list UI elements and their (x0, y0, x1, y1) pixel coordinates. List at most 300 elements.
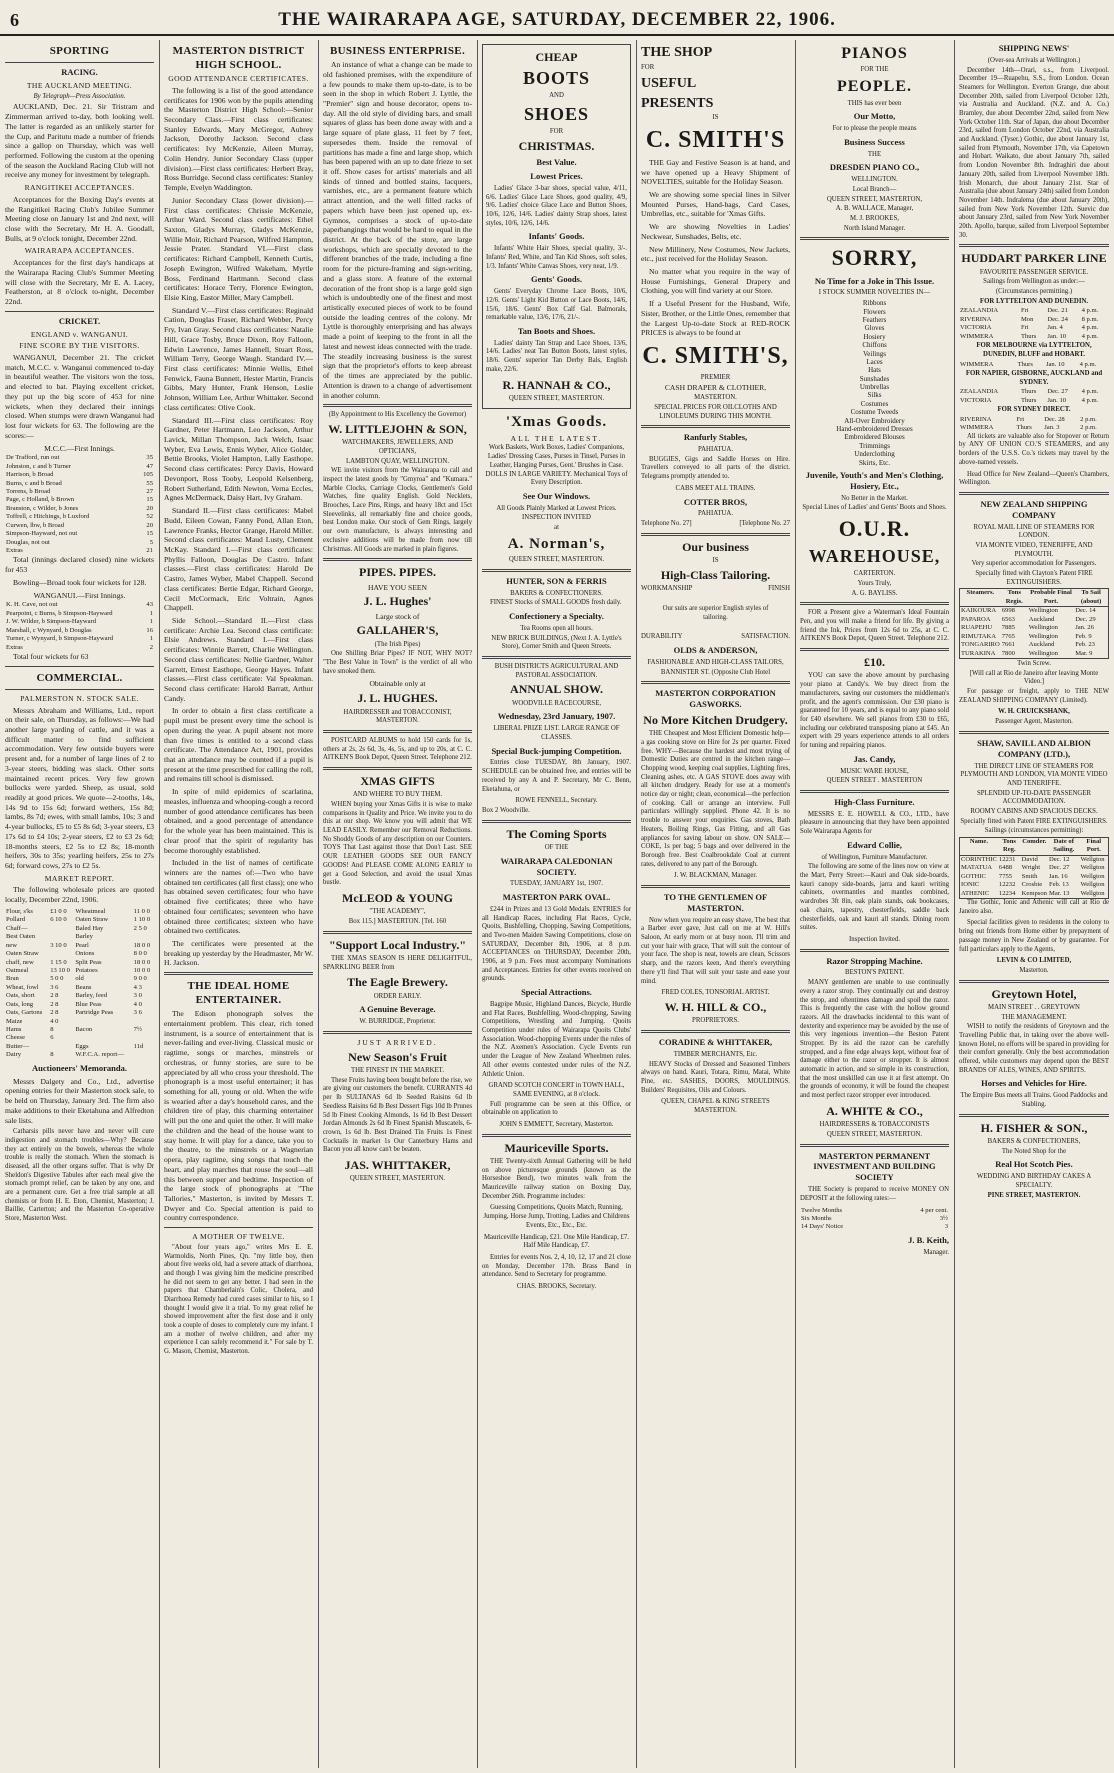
ad-line: Obtainable only at (369, 679, 426, 689)
match-heading: ENGLAND v. WANGANUI. (30, 329, 129, 339)
table-cell: Jan. 4 (1047, 324, 1063, 332)
article-text: The following is a list of the good attendance certificates for 1906 won by the pupils attending the Masterton District High School:—Senior Secondary Class.—First class certificates: Stanley Edwards, Mary McGregor, Aubrey Jackson, Dorothy Jackson. Second class certificates: Ivy McKenzie, Aileen Murray, Colin Hendry. Junior Secondary Class (upper division).—First class certificates: Herbert Bray, Ross Burridge. Second class certificates: Stanley Temple, Evelyn Waddington. (164, 85, 313, 193)
table-cell: CORINTHIC (961, 855, 997, 863)
table-cell: Dec. 12 (1048, 855, 1070, 863)
table-cell: 8 0 0 (133, 950, 147, 958)
building-society-advert (800, 1151, 949, 1258)
cricket-heading: CRICKET. (58, 315, 101, 326)
table-cell: Wheatmeal (75, 907, 106, 915)
column-sporting (0, 40, 159, 1768)
table-cell: Thurs (1020, 332, 1037, 340)
caledonian-advert (482, 827, 631, 1130)
table-cell: 9 0 0 (133, 975, 147, 983)
ad-line: QUEEN STREET, MASTERTON. (508, 394, 605, 402)
section-heading: SHIPPING NEWS' (998, 43, 1070, 53)
ad-title: HUDDART PARKER LINE (961, 251, 1107, 266)
list-item: Flowers (863, 307, 886, 316)
table-header-cell: Comder. (1021, 838, 1048, 856)
table-row (5, 942, 154, 950)
table-cell: Pearpoint, c Burns, b Simpson-Hayward (6, 609, 113, 617)
table-cell: IONIC (961, 881, 980, 889)
table-cell: 6 10 0 (50, 916, 67, 924)
table-cell (49, 933, 74, 941)
table-cell: 20 (146, 504, 153, 512)
smith-advert (641, 44, 790, 421)
ad-line: Tea Rooms open all hours. (520, 624, 593, 632)
ad-text: Full programme can be seen at this Office, or obtainable on application to (482, 1100, 631, 1117)
table-cell: Torrens, b Broad (6, 487, 51, 495)
table-cell: 52 (146, 513, 153, 521)
article-text: Side School.—Standard II.—First class certificate: Archie Lea. Second class certificate: Elsie Andrews. Standard I.—First class certificates: Winnie Barrett, Charlie Wellington. Second class certificates: Nellie Gardner, Walter Garrett, Ernest Easthope, George Hayes. Infant classes.—First class certificate: Val Speakman. Second class certificate: Harold Barratt, Arthur Candy. (164, 615, 313, 703)
ad-title: Our business (682, 539, 749, 554)
table-cell: 11d (133, 1042, 144, 1050)
ad-line: W. H. CRUICKSHANK, (998, 708, 1070, 716)
table-cell: 43 (146, 601, 153, 609)
ad-line: For to please the people means (832, 125, 917, 133)
ad-line: SPECIAL PRICES FOR OILCLOTHS AND LINOLEUMS DURING THIS MONTH. (654, 403, 777, 420)
article-text: Messrs Abraham and Williams, Ltd., report on their sale, on Thursday, as follows:—We had another large yarding of cattle, and it was a difficult matter to find sufficient accommodation. Very few outside buyers were present and, for a number of large lines of 2 to 3-year steers, bidding was slack. Other sorts maintained recent prices. Very few grown bullocks were yarded. Sheep, as usual, sold readily at good prices. We quote—2-tooths, 14s, 14s 9d to 15s 6d; forward wethers, 15s 8d; lambs, 8s 7d; ewes, with small lambs, 10s; 3 and 4-year bullocks, £5 to £5 8s 6d; 3-year steers, £3 17s 6d to £4 10s; 2-year steers, £2 to £3 2s 6d; 18-months steers, £2 5s to £2 8s; 18-month heifers, 30s to 35s; yearling heifers, 25s to 27s 6d; forward cows, 27s to £2 5s. (5, 705, 154, 870)
ad-line: Specially fitted with Clayton's Patent FIRE EXTINGUISHERS. (975, 570, 1093, 586)
table-cell: 1 15 0 (50, 958, 67, 966)
table-row (5, 644, 154, 652)
table-cell: KAIKOURA (961, 607, 997, 615)
list-item: Costumes (860, 399, 889, 408)
ad-text: WE invite visitors from the Wairarapa to call and inspect the latest goods by "Gmyroa" and "Kumara." Marble Clocks, Carriage Clocks, Gentlemen's Gold Watches, fine quality English. Gold Necklets, Brooches, Lace Pins, Rings, and heavy 18ct and 15ct Sleevelinks, all remarkably fine and choice goods, best London make. Our stock of Gem Rings, largely our own manufacture, is always interesting and exclusive additions will be made from now till Christmas. All Goods are marked in plain figures. (323, 467, 472, 553)
table-cell: 18 0 0 (133, 941, 151, 949)
table-cell: 8 p.m. (1081, 315, 1099, 323)
table-row (5, 959, 154, 967)
table-row (960, 864, 1109, 872)
ad-title: DRESDEN PIANO CO., (829, 162, 920, 173)
ad-title: High-Class Furniture. (834, 796, 915, 807)
table-cell: Oaten Straw (6, 950, 39, 958)
table-cell: WIMMERA (960, 424, 994, 432)
ad-line: I STOCK SUMMER NOVELTIES IN— (818, 289, 931, 297)
table-cell: Wright (1021, 864, 1041, 872)
ad-line: MAIN STREET . . GREYTOWN (988, 1003, 1080, 1011)
ad-line: LEVIN & CO LIMITED, (996, 957, 1072, 965)
ad-title: A. WHITE & CO., (826, 1103, 923, 1118)
auckland-heading: THE AUCKLAND MEETING. (26, 80, 133, 90)
table-cell: 8 (50, 1026, 54, 1033)
table-cell: Oats, long (6, 1000, 34, 1008)
table-cell: Barley, feed (75, 992, 108, 1000)
article-text: December 14th—Orari, s.s., from Liverpool. December 19—Ruapehu, S.S., from London. Ocean Steamers for Wellington. Everton Grange, due about December 20th, sailed from Liverpool October 12th, via Australia and Auckland. (N.Z. and A. Co.) Bramley, due about December 22nd, sailed from New York October 11th. Star of Japan, due about December 23rd, sailed from London October 22nd, via Australia and Auckland. (Tyser.) Gothic, due about January 1st, sailed from Plymouth, November 17th, via Capetown and Hobart. Waikato, due about January 7th, sailed from London November 8th. Indraghiri due about January 20th, sailed from Liverpool November 18th. Irish Monarch, due about January 21st. Star of Australia (due about January 24th) sailed from London November 14th. Indralema (due about January 20th), sailed from New York November 12th. Suevic due about January 23rd, sailed from New York November 20th. Apollo, barque, sailed from Liverpool September 30. (959, 66, 1109, 239)
table-cell: Smith (1021, 872, 1038, 880)
article-text: Junior Secondary Class (lower division).—First class certificates: Chrissie McKenzie, Arthur Ward. Second class certificates: Ethel Saxton, Gladys Murray, Gladys McKenzie, Willie Moir, Richard Pearson, Wilfred Hampton, Jessie Prater. Standard VI.—First class certificates: Richard Campbell, Kenneth Curtis, Joseph Ewington, Wilfred Wakeham, Myrtle Boss, Ferdinand Hartmann. Second class certificates: Horace Terry, Florence Ewington, Elsie King, Eastor Miller, Mary Campbell. (164, 195, 313, 302)
table-cell: Maize (6, 1017, 23, 1025)
list-item: Hosiery (863, 332, 886, 341)
table-cell: Johnston, c and b Turner (6, 462, 72, 470)
article-text: An instance of what a change can be made to old fashioned premises, with the expenditure of a few pounds to make them up-to-date, is to be seen in the shop in which Robert J. Lyttle, the "Premier" sign and house decorator, opens to-day. All the old style of dividing bars, and small squares of glass has been done away with and a large square of plate glass, 11 feet by 7 feet, supersedes them. Inside the removal of partitions has made a fine and large shop, which has been papered with an up to date frieze to set it off. Show cases for artists' materials and all kinds of tinned and bottled stains, lacquers, varnishes, etc., are a permanent feature which attract attention, and the well filled racks of papers which have been just opened up, ex-Gymnos, comprises a stock of up-to-date paperhangings that would be hard to equal in the district. At the back of the store, are large workshops, which are specially devoted to the different branches of the trade, including a fine room for the picture-framing and sign-writing, and a glass store. A feature of the external decoration of the front shop is a large gold sign which is undoubtedly one of the finest and most artistically executed pieces of work to be found outside the leading centres of the colony. Mr Lyttle is thoroughly enterprising and has always made a point of keeping to the front in all the latest and newest ideas connected with the trade. The steadily increasing business is the surest sign that the proprietor's efforts to keep abreast of the times are appreciated by the public. Attention is drawn to a change of advertisement in another column. (323, 60, 472, 400)
ad-text: Head Office for New Zealand—Queen's Chambers, Wellington. (959, 470, 1109, 487)
table-cell: Fri (1020, 324, 1029, 332)
ad-line: Specially fitted with Patent FIRE EXTINGUISHERS. (960, 817, 1108, 825)
ad-line: QUEEN STREET, MASTERTON. (508, 556, 605, 564)
table-cell: Marshall, c Wynyard, b Douglas (6, 626, 92, 634)
table-cell (133, 1051, 154, 1059)
ad-text: We are showing some special lines in Silver Mounted Purses, Hand-bags, Card Cases, Umbrellas, etc., suitable for 'Xmas Gifts. (641, 189, 790, 219)
ad-line: Sailings (circumstances permitting): (984, 827, 1084, 835)
ad-line: QUEEN STREET, MASTERTON, (826, 195, 923, 203)
razor-advert (800, 956, 949, 1140)
ad-line: PAHIATUA. (697, 446, 734, 454)
table-cell: Curwen, lbw, b Broad (6, 521, 64, 529)
table-row (5, 1026, 154, 1034)
ad-title: C. SMITH'S (645, 127, 786, 154)
ad-title: ANNUAL SHOW. (510, 682, 603, 697)
article-subtitle: GOOD ATTENDANCE CERTIFICATES. (168, 74, 309, 84)
article-text: "About four years ago," writes Mrs E. E. Warmoldis, North Pines, Qn. "my little boy, then about five weeks old, had a severe attack of diarrhoea, and though I was giving him the medicine prescribed he did not seem to get any better. I had seen in the papers that Chamberlain's Colic, Cholera, and Diarrhoea Remedy had cured cases similar to his, so I thought I would give it a trial. To my great relief he showed improvement after the first dose and it only took a couple of doses to completely cure my infant. I am a mother of twelve children, and after my experience I can safely recommend it." For sale by T. G. Mason, Chemist, Masterton. (164, 1243, 313, 1356)
table-cell: 18 0 0 (133, 958, 151, 966)
ad-text: Now when you require an easy shave, The best that a Barber ever gave, Just call on me at W. Hill's Saloon, At early morn or at busy noon. I'll trim and cut your hair with grace, That will suit the contour of your face. The shop is neat, towels are clean, Scissors sharp, and the razors keen, And there's everything there y'll find That will suit your taste and ease your mind. (641, 916, 790, 985)
ad-line: WATCHMAKERS, JEWELLERS, AND OPTICIANS, (341, 439, 454, 455)
nzsc-advert (959, 499, 1109, 727)
table-cell: Burns, c and b Broad (6, 479, 62, 487)
table-cell: Twelve Months (801, 1206, 843, 1214)
ad-text: Guessing Competitions, Quoits Match, Running, Jumping, Horse Jump, Trotting, Ladies and Childrens Events, Etc., Etc., Etc. (483, 1204, 630, 1229)
ad-text: Work Baskets, Work Boxes, Ladies' Companions, Ladies' Dressing Cases, Purses in Tinsel, Purses in Leather, Hanging Purses, Gent.' Brushes in Case. DOLLS IN LARGE VARIETY. Mechanical Toys of Every Description. (485, 444, 628, 487)
list-item: Silks (867, 391, 882, 400)
article-text: Messrs Dalgety and Co., Ltd., advertise opening entries for their Masterton stock sale, to be held on Thursday, January 3rd. The firm also make additions to their Eketahuna and Alfredton sale lists. (5, 1076, 154, 1125)
table-row (959, 324, 1109, 332)
table-cell (74, 1034, 132, 1042)
table-cell: 3 (944, 1223, 948, 1231)
table-cell: Dec. 28 (1044, 415, 1065, 423)
ad-text: MANY gentlemen are unable to use continually every a razor strop. They continually cut and destroy the strop, and oftentimes damage and spoil the razor. This is frequently the case with the hollow ground razors. All the drawbacks incidental to this want of dexterity and experience may be avoided by the use of this very ingenious invention—the Beston Patent Stropper. By its aid the razor can be carefully stropped, and a fine edge always kept, without fear of damage either to the razor or stropper. It is almost automatic in action, and so simple in its construction, that the most unskilled can use it at first attempt. On the grounds of economy, it will be found the cheapest and most perfect razor stropper ever introduced. (800, 979, 949, 1100)
ad-line: Wednesday, 23rd January, 1907. (497, 711, 616, 722)
ad-line: IS (712, 557, 719, 565)
ad-line: WORKMANSHIP (641, 585, 693, 593)
article-title: BUSINESS ENTERPRISE. (330, 45, 465, 57)
ad-title: A. Norman's, (507, 535, 606, 552)
ad-line: of Wellington, Furniture Manufacturer. (821, 853, 928, 861)
ad-line: MASTERTON PARK OVAL. (502, 892, 611, 903)
ad-title: CORADINE & WHITTAKER, (658, 1036, 773, 1047)
table-cell: WIMMERA (960, 332, 994, 340)
list-item: Hats (868, 366, 881, 375)
ad-line: QUEEN, CHAPEL & KING STREETS MASTERTON. (661, 1098, 770, 1114)
table-cell: Dairy (6, 1051, 22, 1059)
ad-line: FRED COLES, TONSORIAL ARTIST. (661, 989, 770, 997)
list-item: Embroidered Blouses (844, 433, 905, 442)
table-row (5, 1009, 154, 1017)
table-cell: 4 0 (50, 1017, 59, 1025)
table-row (5, 992, 154, 1000)
list-item: Umbrellas (859, 383, 890, 392)
coradine-advert (641, 1037, 790, 1116)
table-row (959, 316, 1109, 324)
table-cell: K. H. Cave, not out (6, 601, 58, 609)
ad-line: A. B. WALLACE, Manager, (835, 205, 914, 213)
ad-line: Yours Truly, (857, 579, 892, 587)
ad-text: YOU can save the above amount by purchasing your piano at Candy's. We buy direct from the manufacturers, saving our customers the middleman's profit, and the agent's commission. Our £30 piano is guaranteed for 10 years, and is equal to any piano sold for £40 elsewhere. We sell pianos from £30 to £65, including our celebrated transposing piano at £45. An expert with 29 years experience attends to all orders for tuning and repairing pianos. (800, 672, 949, 749)
table-cell: Partridge Peas (75, 1009, 114, 1017)
table-row (800, 1215, 949, 1223)
show-advert (482, 663, 631, 816)
ad-title: SHOES (523, 104, 590, 125)
table-cell: Crosbie (1021, 881, 1043, 889)
ad-line: Manager. (923, 1248, 949, 1256)
table-cell: 2 8 (50, 1009, 59, 1017)
table-row (960, 873, 1109, 881)
hannah-advert (482, 44, 631, 409)
sailing-table (959, 307, 1109, 341)
list-item: All-Over Embroidery (844, 416, 905, 425)
sailing-table (959, 416, 1109, 433)
table-cell: Wellgton (1080, 864, 1105, 872)
list-item: Ribbons (862, 299, 887, 308)
table-cell: 3 6 (133, 1009, 142, 1017)
ad-title: The Coming Sports (506, 826, 607, 841)
fisher-advert (959, 1121, 1109, 1201)
ad-line: BAKERS & CONFECTIONERS, (987, 1138, 1081, 1146)
table-cell: W.F.C.A. report— (75, 1051, 124, 1059)
ad-line: FASHIONABLE AND HIGH-CLASS TAILORS, (647, 658, 784, 666)
table-row (5, 984, 154, 992)
table-row (5, 1018, 154, 1026)
page-number: 6 (10, 10, 19, 30)
ad-line: W. BURRIDGE, Proprietor. (359, 1018, 436, 1026)
article-text: The Edison phonograph solves the entertainment problem. This clear, rich toned instrument, is a source of entertainment that is never-failing and ever-living. Classical music or ragtime, songs or marches, minstrels or orchestras, or funny stories, are sure to be appreciated by all who cross your threshold. The phonograph is a most useful entertainer; it has something for all, young or old. When the wife is wearied after a day's household cares, and the children tire of play, this charming entertainer will put the one and quiet the other. It will make the children and the head of the house want to stay home. It will play for a dance, take you to the theatre, to the minstrels or a Wagnerian opera, play ragtime, sing songs that touch the heart, and play marches that rouse the soul—all this between supper and bedtime. Inspection of the large stock of phonographs at "The Tallories," Masterton, is invited by Messrs T. Dwyer and Co. Special attention is paid to country correspondence. (164, 1009, 313, 1223)
ad-text: Entries close TUESDAY, 8th January, 1907. SCHEDULE can be obtained free, and entries will be received by any A and P. Secretary, Mr C. Benn, Eketahuna, or (482, 759, 631, 793)
olds-advert (641, 540, 790, 677)
table-cell: Chaff— (6, 924, 28, 932)
ad-line: No Time for a Joke in This Issue. (814, 275, 935, 286)
ad-line: THE DIRECT LINE OF STEAMERS FOR PLYMOUTH AND LONDON, VIA MONTE VIDEO AND TENERIFFE. (960, 762, 1108, 787)
table-cell (49, 925, 74, 933)
candy-advert (800, 655, 949, 786)
ad-line: AND WHERE TO BUY THEM. (352, 791, 443, 799)
ad-line: Twin Screw. (1017, 659, 1051, 667)
ad-line: Special Attractions. (521, 987, 592, 998)
ad-line: at (554, 524, 559, 532)
bayliss-advert (800, 244, 949, 598)
ad-title: Ranfurly Stables, (683, 432, 748, 443)
table-cell: Dec. 29 (1075, 615, 1096, 623)
ad-text: The following are some of the lines now on view at the Mart, Perry Street:—Kauri and Oak side-boards, kauri canopy side-boards, jarra and kauri writing cabinets, overmantles and mantles combined, wardrobes 3ft 8in, oak plain stands, oak bookcases, oak chairs, tapestry, chesterfields, saddle back chesterfields, oak and kauri all stands. Dining room suites. (800, 863, 949, 932)
table-row (5, 547, 154, 555)
article-text: AUCKLAND, Dec. 21. Sir Tristram and Zimmerman arrived to-day, both looking well. The latter is regarded as an unlikely starter for the Cup, and Paritutu made a number of friends since a gallop on Thursday, which was well performed. Following the custom at the opening of the season the Auckland Racing Club will not receive any money for investment by telegraph. (5, 102, 154, 180)
table-row (5, 933, 154, 941)
list-item: Hand-embroidered Dresses (836, 425, 913, 434)
table-row (5, 513, 154, 521)
innings-heading: WANGANUI.—First Innings. (33, 590, 126, 600)
table-cell: Feb. 13 (1048, 881, 1069, 889)
table-header-cell: Name. (960, 838, 998, 856)
ad-line: North Island Manager. (843, 224, 906, 232)
table-cell: 4 0 (133, 1000, 142, 1008)
table-row (5, 522, 154, 530)
masthead (0, 0, 1114, 36)
table-cell: 7661 (1001, 641, 1015, 649)
hunter-advert (482, 576, 631, 652)
ad-line: Special Lines of Ladies' and Gents' Boots and Shoes. (802, 504, 947, 512)
ad-line: Real Hot Scotch Pies. (995, 1159, 1073, 1170)
article-text: Acceptances for the Boxing Day's events at the Rangitikei Racing Club's Jubilee Summer Meeting close on January 1st and 2nd next, will close with the Secretary, Mr H. A. Goodall, Bulls, at 9 o'clock tonight, December 22nd. (5, 194, 154, 243)
table-cell: 2 p.m. (1080, 424, 1097, 432)
ad-line: Masterton. (1019, 966, 1049, 974)
table-row (5, 975, 154, 983)
ranfurly-advert (641, 432, 790, 529)
ad-text: We are showing Novelties in Ladies' Neckwear, Sunshades, Belts, etc. (641, 222, 790, 241)
table-cell: Butter— (6, 1042, 30, 1050)
table-row (5, 925, 154, 933)
ad-line: QUEEN STREET, MASTERTON. (826, 1130, 923, 1138)
auctioneers-heading: Auctioneers' Memoranda. (32, 1062, 127, 1073)
column-business (318, 40, 477, 1768)
ad-title: BOOTS (522, 68, 591, 89)
table-cell: Extras (6, 547, 23, 555)
table-cell: Wellgton (1080, 889, 1105, 897)
table-cell: Fri (1020, 307, 1029, 315)
ad-title: PEOPLE. (836, 78, 912, 96)
ad-line: Our suits are superior English styles of tailoring. (662, 604, 769, 621)
table-cell: Wellington (1028, 624, 1058, 632)
table-row (5, 480, 154, 488)
table-cell: Eggs (75, 1042, 89, 1050)
ad-line: ROYAL MAIL LINE OF STEAMERS FOR LONDON. (973, 523, 1095, 540)
table-cell: 4 p.m. (1081, 396, 1099, 404)
table-row (5, 471, 154, 479)
ad-line: Lowest Prices. (530, 171, 583, 182)
table-cell: Oats, Gartons (6, 1009, 43, 1017)
ad-line: CABS MEET ALL TRAINS. (675, 484, 756, 492)
table-cell: Six Months (801, 1214, 832, 1222)
ad-text: No matter what you require in the way of House Furnishings, General Drapery and Clothing, you will find variety at our Store. (641, 267, 790, 296)
table-header-cell: To Sail (about) (1074, 589, 1108, 607)
table-cell: ATHENIC (961, 889, 990, 897)
table-cell: 5 0 0 (50, 975, 64, 983)
ad-line: AND (549, 92, 564, 100)
ad-line: M. J. BROOKES, (850, 215, 899, 223)
ad-title: GALLAHER'S, (356, 623, 439, 638)
table-cell: Wellington (1028, 632, 1058, 640)
ad-line: THE MANAGEMENT. (1001, 1013, 1067, 1021)
advert-text: Catharsis pills never have and never will cure indigestion and stomach troubles—Why? Because they act entirely on the bowels, whereas the whole trouble is really the stomach. When the stomach is diseased, all the other organs suffer. That is why Dr Sheldon's Digestive Tabules after each meal give the stomach prompt relief, can be taken by any one, and are a permanent cure. Get a free trial sample at all chemists or from H. E. Eton, Chemist, Masterton; J. Baillie, Carterton; and the Masterton Co-operative Store, Masterton West. (5, 1128, 154, 1223)
table-header-cell: Date of Sailing. (1048, 838, 1080, 856)
table-cell: 6998 (1001, 607, 1015, 615)
ad-line: FOR SYDNEY DIRECT. (997, 406, 1071, 414)
ad-title: MASTERTON PERMANENT INVESTMENT AND BUILDING SOCIETY (813, 1150, 936, 1183)
table-cell: RIMUTAKA (961, 632, 997, 640)
ad-title: Mauriceville Sports. (504, 1140, 609, 1155)
ad-line: WELLINGTON. (851, 176, 898, 184)
ad-text: WISH to notify the residents of Greytown and the Travelling Public that, in taking over the above well-known Hotel, no efforts will be spared in providing for their comfort generally. Only the best accommodation offered, while customers may depend upon the BEST BRANDS OF ALES, WINES, AND SPIRITS. (959, 1023, 1109, 1074)
ad-title: Greytown Hotel, (991, 986, 1077, 1001)
ad-line: IS (712, 114, 719, 122)
ad-line: FOR MELBOURNE via LYTTELTON, DUNEDIN, BLUFF and HOBART. (976, 342, 1092, 358)
littlejohn-advert (323, 411, 472, 554)
ad-text: Special facilities given to residents in the colony to bring out friends from Home either by prepayment of passage money in New Zealand or by guarantee. For full particulars apply to the Agents, (959, 919, 1109, 953)
ad-line: [Telephone No. 27 (739, 520, 790, 528)
ad-line: ROWE FENNELL, Secretary. (515, 797, 598, 805)
ad-line: GRAND SCOTCH CONCERT in TOWN HALL, SAME EVENING, at 8 o'clock. (488, 1082, 625, 1098)
table-cell: 15 (146, 530, 153, 538)
ad-line: FOR (549, 128, 564, 136)
barber-advert (641, 892, 790, 1026)
table-row (960, 881, 1109, 889)
ad-line: Infants' Goods. (528, 231, 585, 242)
ad-line: Box 115.] MASTERTON. [Tel. 160 (348, 917, 447, 925)
ad-title: PIPES. PIPES. (358, 565, 436, 580)
table-cell: Thurs (1020, 388, 1037, 396)
steamer-table (959, 588, 1109, 659)
ad-line: THE FINEST IN THE MARKET. (350, 1067, 445, 1075)
ad-line: No Better in the Market. (841, 494, 908, 502)
ad-line: Best Value. (536, 157, 577, 168)
table-row (960, 855, 1109, 864)
table-cell: Dec. 14 (1075, 607, 1096, 615)
ad-title: 'Xmas Goods. (505, 413, 608, 430)
ad-line: FOR LYTTELTON AND DUNEDIN. (979, 297, 1089, 305)
total-text: Total four wickets for 63 (13, 651, 89, 661)
table-row (5, 496, 154, 504)
ad-title: H. FISHER & SON., (980, 1120, 1088, 1135)
ad-line: J. B. Keith, (908, 1234, 949, 1245)
table-cell: 4 p.m. (1081, 324, 1099, 332)
ad-line: HAVE YOU SEEN (367, 582, 428, 592)
ad-text: Entries for events Nos. 2, 4, 10, 12, 17 and 21 close on Monday, December 17th. Brass Band in attendance. Send to Secretary for programme. (482, 1253, 631, 1279)
table-cell: Feb. 23 (1075, 641, 1095, 649)
table-cell: 6488 (998, 864, 1013, 872)
table-cell: Split Peas (75, 958, 102, 966)
ad-line: BAKERS & CONFECTIONERS. (510, 589, 603, 597)
table-cell: Fri (1016, 415, 1025, 423)
ad-line: All Goods Plainly Marked at Lowest Prices. (496, 504, 617, 512)
ad-line: VIA MONTE VIDEO, TENERIFFE, AND PLYMOUTH. (975, 542, 1093, 558)
ad-line: Telephone No. 27] (641, 520, 692, 528)
table-cell: WIMMERA (960, 360, 994, 368)
telegraph-credit: By Telegraph—Press Association. (33, 92, 126, 100)
ad-title: Edward Collie, (847, 839, 902, 850)
ad-line: Box 2 Woodville. (482, 806, 530, 814)
table-header-cell: Steamers. (960, 589, 1001, 607)
table-cell: VICTORIA (960, 324, 992, 332)
ad-title: WAREHOUSE, (808, 546, 941, 567)
table-cell: Jan. 10 (1047, 332, 1067, 340)
ad-line: QUEEN STREET . MASTERTON (826, 777, 923, 785)
article-title: THE IDEAL HOME ENTERTAINER. (187, 980, 290, 1007)
table-cell: Page, c Holland, b Brown (6, 496, 75, 504)
ad-title: THE SHOP (641, 45, 713, 60)
table-cell: Beans (75, 983, 92, 991)
table-cell: 6563 (1001, 615, 1015, 623)
scorecard-mcc (5, 454, 154, 555)
table-cell: Feb. 9 (1075, 632, 1092, 640)
table-cell: Toffrell, c Hitchings, b Luxford (6, 513, 90, 521)
table-row (959, 307, 1109, 315)
table-row (5, 916, 154, 924)
table-cell: Jan. 10 (1045, 360, 1065, 368)
ad-line: SATISFACTION. (741, 633, 790, 641)
table-cell: 12231 (998, 855, 1016, 863)
table-cell: Mon (1020, 315, 1034, 323)
table-cell: ZEALANDIA (960, 307, 999, 315)
ad-line: BANNISTER ST. (Opposite Club Hotel (660, 668, 771, 676)
postcard-advert: POSTCARD ALBUMS to hold 150 cards for 1s, others at 2s, 2s 6d, 3s, 4s, 5s, and up to 20s, at C. C. AITKEN'S Book Depot, Queen Street. Telephone 212. (323, 736, 472, 762)
ad-line: BUSH DISTRICTS AGRICULTURAL AND PASTORAL ASSOCIATION. (494, 662, 619, 679)
ad-text: One Shilling Briar Pipes? IF NOT, WHY NOT? "The Best Value in Town" is the verdict of all who have smoked them. (323, 650, 472, 675)
table-cell: TURAKINA (961, 649, 996, 657)
column-adverts-2 (636, 40, 795, 1768)
table-cell: 7800 (1001, 649, 1015, 657)
table-row (960, 624, 1109, 632)
list-item: Chiffons (862, 341, 887, 350)
sailing-table (959, 388, 1109, 405)
table-cell (133, 1034, 154, 1042)
table-cell: GOTHIC (961, 872, 986, 880)
